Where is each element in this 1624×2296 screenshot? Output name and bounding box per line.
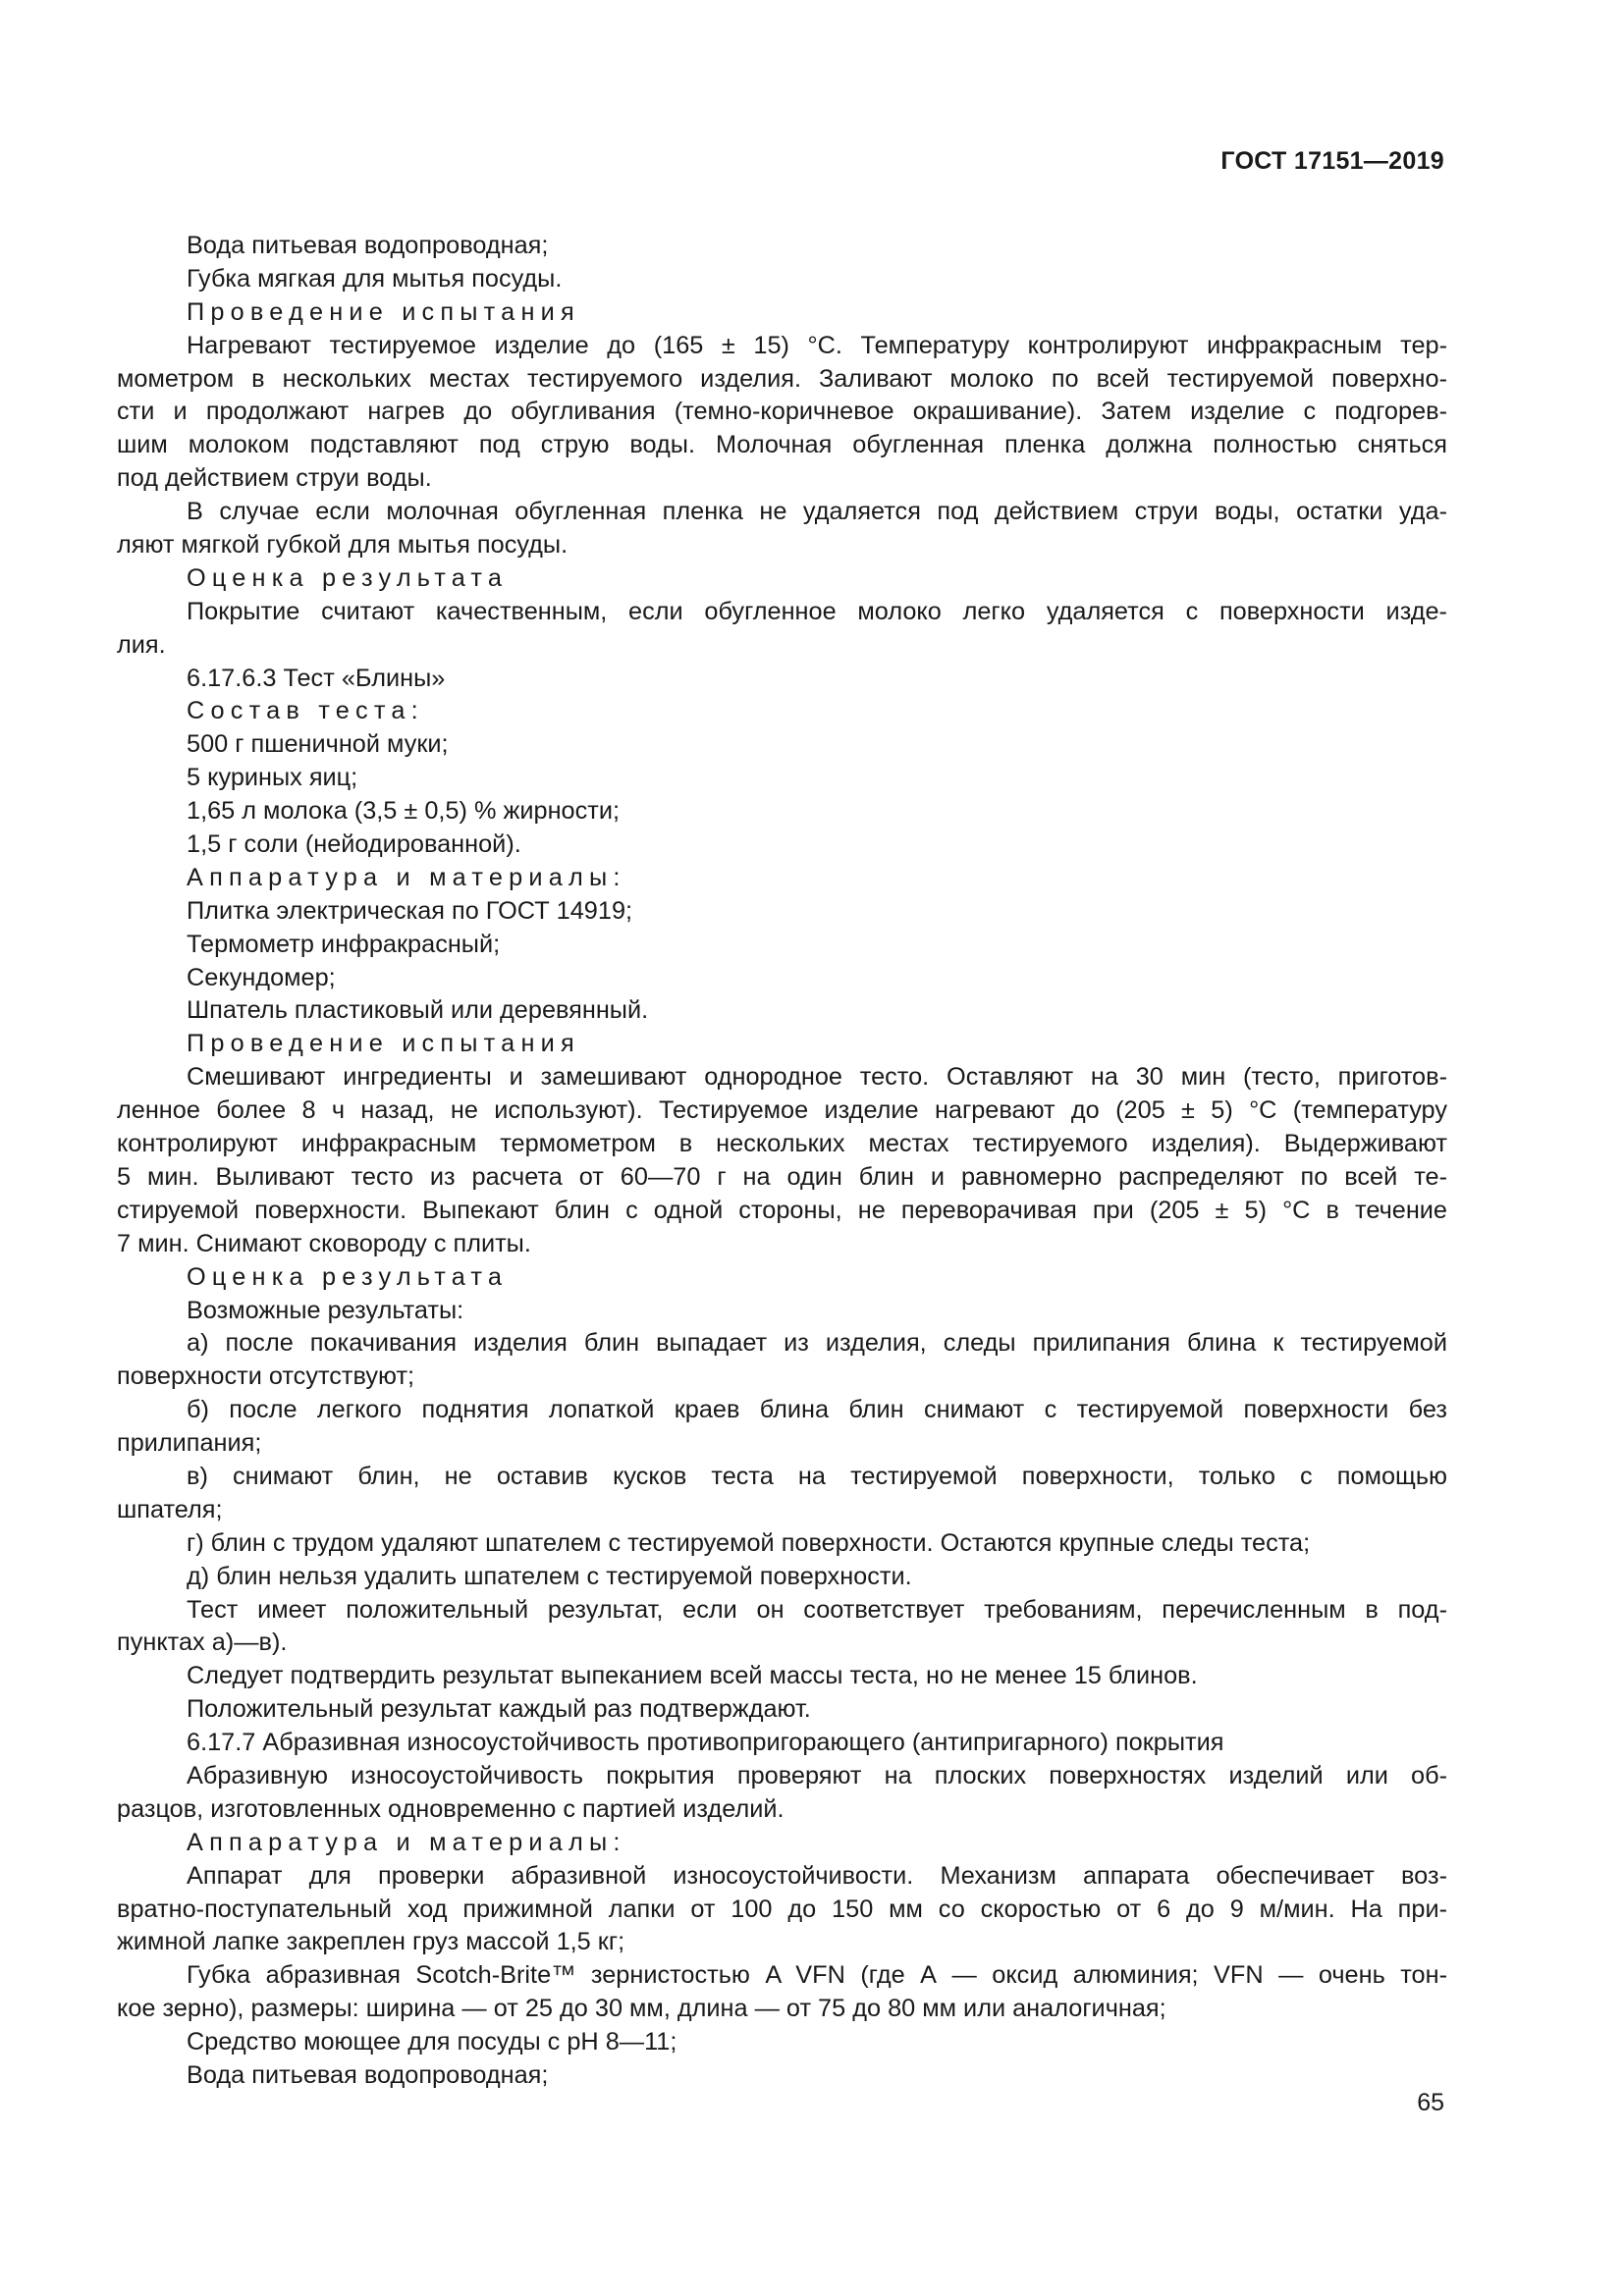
text-line: Покрытие считают качественным, если обугленное молоко легко удаляется с поверхности изде- bbox=[187, 597, 1447, 625]
subheading: Аппаратура и материалы: bbox=[187, 1828, 626, 1856]
section-heading: 6.17.7 Абразивная износоустойчивость противопригорающего (антипригарного) покрытия bbox=[187, 1729, 1224, 1757]
text-line: шим молоком подставляют под струю воды. Молочная обугленная пленка должна полностью сняться bbox=[117, 431, 1447, 459]
text-line: Тест имеет положительный результат, если он соответствует требованиям, перечисленным в под- bbox=[187, 1595, 1447, 1624]
list-item: Плитка электрическая по ГОСТ 14919; bbox=[187, 896, 633, 925]
text-line: контролируют инфракрасным термометром в нескольких местах тестируемого изделия). Выдерживают bbox=[117, 1130, 1447, 1158]
text-line: ляют мягкой губкой для мытья посуды. bbox=[117, 531, 568, 560]
text-line: Положительный результат каждый раз подтверждают. bbox=[187, 1695, 811, 1724]
subheading: Проведение испытания bbox=[187, 1030, 580, 1058]
subheading: Оценка результата bbox=[187, 1262, 509, 1291]
text-line: сти и продолжают нагрев до обугливания (темно-коричневое окрашивание). Затем изделие с подгорев- bbox=[117, 398, 1447, 426]
text-line: поверхности отсутствуют; bbox=[117, 1362, 415, 1391]
text-line: пунктах а)—в). bbox=[117, 1629, 288, 1657]
list-item: б) после легкого поднятия лопаткой краев блина блин снимают с тестируемой поверхности без bbox=[187, 1396, 1447, 1424]
list-item: Секундомер; bbox=[187, 963, 336, 991]
text-line: 5 мин. Выливают тесто из расчета от 60—70 г на один блин и равномерно распределяют по всей те- bbox=[117, 1162, 1447, 1191]
text-line: Губка абразивная Scotch-Brite™ зернистостью A VFN (где А — оксид алюминия; VFN — очень тон- bbox=[187, 1961, 1447, 1990]
text-line: Смешивают ингредиенты и замешивают однородное тесто. Оставляют на 30 мин (тесто, приготов- bbox=[187, 1063, 1447, 1092]
list-item: 5 куриных яиц; bbox=[187, 764, 358, 792]
list-item: 500 г пшеничной муки; bbox=[187, 730, 449, 759]
text-line: Вода питьевая водопроводная; bbox=[187, 232, 549, 259]
list-item: г) блин с трудом удаляют шпателем с тестируемой поверхности. Остаются крупные следы теста; bbox=[187, 1528, 1311, 1557]
text-line: Возможные результаты: bbox=[187, 1296, 464, 1324]
text-line: разцов, изготовленных одновременно с партией изделий. bbox=[117, 1794, 785, 1823]
text-line: Следует подтвердить результат выпеканием всей массы теста, но не менее 15 блинов. bbox=[187, 1662, 1198, 1690]
subheading: Состав теста: bbox=[187, 697, 424, 725]
text-line: ленное более 8 ч назад, не используют). Тестируемое изделие нагревают до (205 ± 5) °С (температуру bbox=[117, 1096, 1447, 1125]
list-item: в) снимают блин, не оставив кусков теста на тестируемой поверхности, только с помощью bbox=[187, 1462, 1447, 1490]
list-item: Шпатель пластиковый или деревянный. bbox=[187, 996, 649, 1025]
text-line: кое зерно), размеры: ширина — от 25 до 30 мм, длина — от 75 до 80 мм или аналогичная; bbox=[117, 1995, 1166, 2023]
text-line: мометром в нескольких местах тестируемого изделия. Заливают молоко по всей тестируемой поверхно- bbox=[117, 364, 1447, 393]
subheading: Проведение испытания bbox=[187, 297, 580, 326]
list-item: 1,5 г соли (нейодированной). bbox=[187, 830, 521, 859]
list-item: Средство моющее для посуды с pH 8—11; bbox=[187, 2028, 677, 2056]
text-line: Абразивную износоустойчивость покрытия проверяют на плоских поверхностях изделий или об- bbox=[187, 1761, 1447, 1789]
text-line: Нагревают тестируемое изделие до (165 ± 15) °С. Температуру контролируют инфракрасным тер- bbox=[187, 331, 1447, 359]
document-body bbox=[117, 230, 1447, 2093]
page-number: 65 bbox=[1417, 2089, 1444, 2116]
text-line: В случае если молочная обугленная пленка не удаляется под действием струи воды, остатки уда- bbox=[187, 498, 1447, 526]
subheading: Аппаратура и материалы: bbox=[187, 863, 626, 891]
list-item: 1,65 л молока (3,5 ± 0,5) % жирности; bbox=[187, 797, 621, 826]
list-item: а) после покачивания изделия блин выпадает из изделия, следы прилипания блина к тестируемой bbox=[187, 1329, 1447, 1358]
text-line: Аппарат для проверки абразивной износоустойчивости. Механизм аппарата обеспечивает воз- bbox=[187, 1861, 1447, 1890]
text-line: жимной лапке закреплен груз массой 1,5 кг; bbox=[117, 1928, 625, 1956]
section-heading: 6.17.6.3 Тест «Блины» bbox=[187, 664, 446, 692]
text-line: вратно-поступательный ход прижимной лапки от 100 до 150 мм со скоростью от 6 до 9 м/мин. На при- bbox=[117, 1895, 1447, 1923]
text-line: лия. bbox=[117, 630, 166, 659]
text-line: стируемой поверхности. Выпекают блин с одной стороны, не переворачивая при (205 ± 5) °С в течение bbox=[117, 1196, 1447, 1224]
list-item: Термометр инфракрасный; bbox=[187, 930, 501, 958]
text-line: 7 мин. Снимают сковороду с плиты. bbox=[117, 1229, 531, 1257]
standard-header: ГОСТ 17151—2019 bbox=[1220, 147, 1444, 175]
text-line: шпателя; bbox=[117, 1495, 223, 1523]
list-item: д) блин нельзя удалить шпателем с тестируемой поверхности. bbox=[187, 1562, 912, 1590]
text-line: Губка мягкая для мытья посуды. bbox=[187, 264, 563, 293]
text-line: под действием струи воды. bbox=[117, 464, 432, 493]
text-line: прилипания; bbox=[117, 1429, 262, 1458]
list-item: Вода питьевая водопроводная; bbox=[187, 2060, 549, 2089]
subheading: Оценка результата bbox=[187, 563, 509, 592]
